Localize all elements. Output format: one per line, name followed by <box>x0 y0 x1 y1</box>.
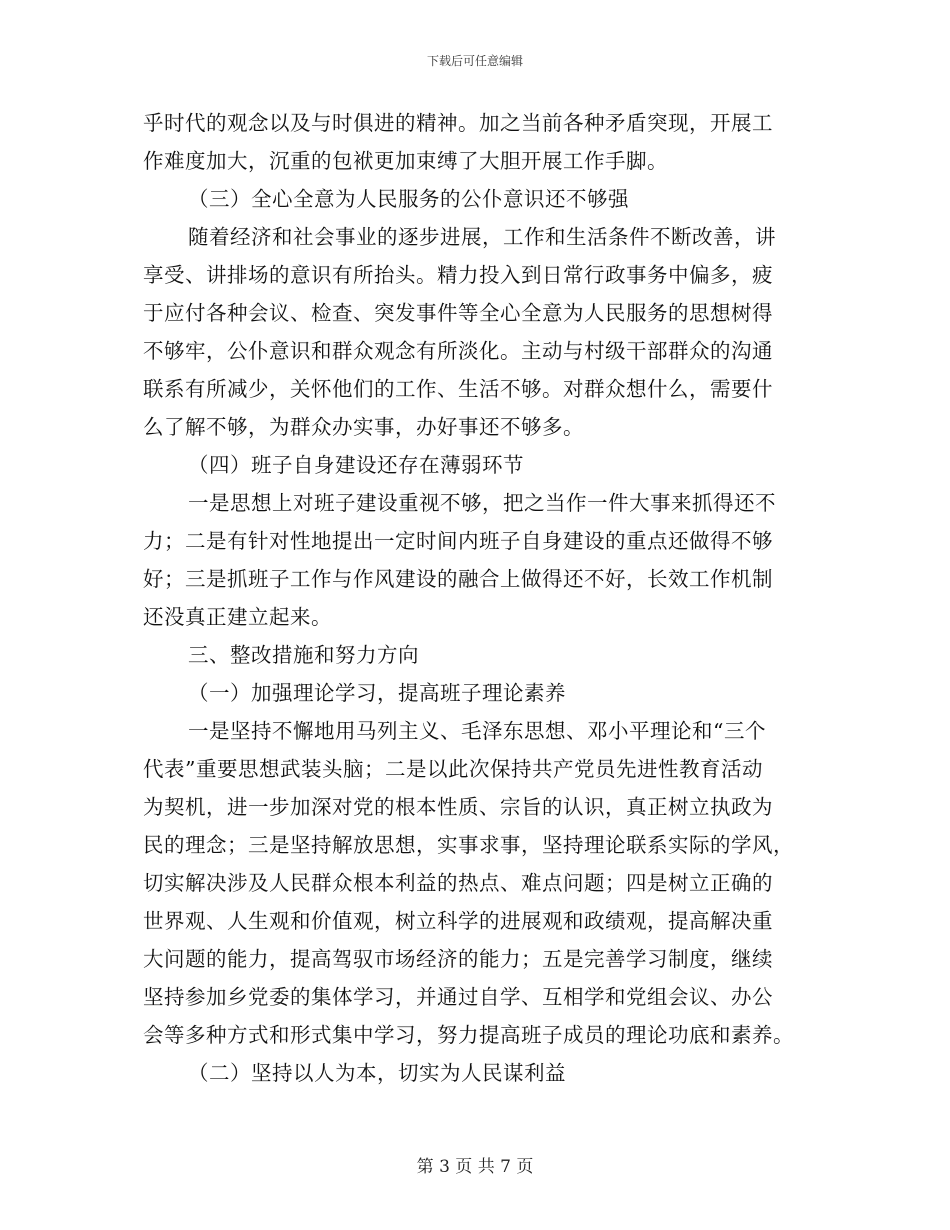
text-line: 会等多种方式和形式集中学习，努力提高班子成员的理论功底和素养。 <box>143 1023 794 1047</box>
text-line: 随着经济和社会事业的逐步进展，工作和生活条件不断改善，讲 <box>188 225 776 249</box>
text-line: 切实解决涉及人民群众根本利益的热点、难点问题；四是树立正确的 <box>143 871 773 895</box>
text-line: 联系有所减少，关怀他们的工作、生活不够。对群众想什么，需要什 <box>143 377 773 401</box>
text-line: 大问题的能力，提高驾驭市场经济的能力；五是完善学习制度，继续 <box>143 947 773 971</box>
text-line: 作难度加大，沉重的包袱更加束缚了大胆开展工作手脚。 <box>143 149 668 173</box>
text-line: 好；三是抓班子工作与作风建设的融合上做得还不好，长效工作机制 <box>143 567 773 591</box>
text-line: 乎时代的观念以及与时俱进的精神。加之当前各种矛盾突现，开展工 <box>143 111 773 135</box>
text-line: 还没真正建立起来。 <box>143 605 332 629</box>
document-body <box>143 104 813 1092</box>
text-line: 三、整改措施和努力方向 <box>188 643 419 667</box>
text-line: （四）班子自身建设还存在薄弱环节 <box>188 453 524 477</box>
text-line: （一）加强理论学习，提高班子理论素养 <box>188 681 566 705</box>
text-line: 力；二是有针对性地提出一定时间内班子自身建设的重点还做得不够 <box>143 529 773 553</box>
text-line: 享受、讲排场的意识有所抬头。精力投入到日常行政事务中偏多，疲 <box>143 263 773 287</box>
text-line: 么了解不够，为群众办实事，办好事还不够多。 <box>143 415 584 439</box>
text-line: （三）全心全意为人民服务的公仆意识还不够强 <box>188 187 629 211</box>
text-line: 不够牢，公仆意识和群众观念有所淡化。主动与村级干部群众的沟通 <box>143 339 773 363</box>
text-line: 代表”重要思想武装头脑；二是以此次保持共产党员先进性教育活动 <box>143 757 763 781</box>
text-line: 坚持参加乡党委的集体学习，并通过自学、互相学和党组会议、办公 <box>143 985 773 1009</box>
text-line: （二）坚持以人为本，切实为人民谋利益 <box>188 1061 566 1085</box>
text-line: 于应付各种会议、检查、突发事件等全心全意为人民服务的思想树得 <box>143 301 773 325</box>
page-header: 下载后可任意编辑 <box>426 54 523 68</box>
text-line: 一是坚持不懈地用马列主义、毛泽东思想、邓小平理论和“三个 <box>188 719 766 743</box>
text-line: 民的理念；三是坚持解放思想，实事求事，坚持理论联系实际的学风， <box>143 833 794 857</box>
page-footer: 第 3 页 共 7 页 <box>416 1157 534 1177</box>
text-line: 一是思想上对班子建设重视不够，把之当作一件大事来抓得还不 <box>188 491 776 515</box>
text-line: 世界观、人生观和价值观，树立科学的进展观和政绩观，提高解决重 <box>143 909 773 933</box>
text-line: 为契机，进一步加深对党的根本性质、宗旨的认识，真正树立执政为 <box>143 795 773 819</box>
